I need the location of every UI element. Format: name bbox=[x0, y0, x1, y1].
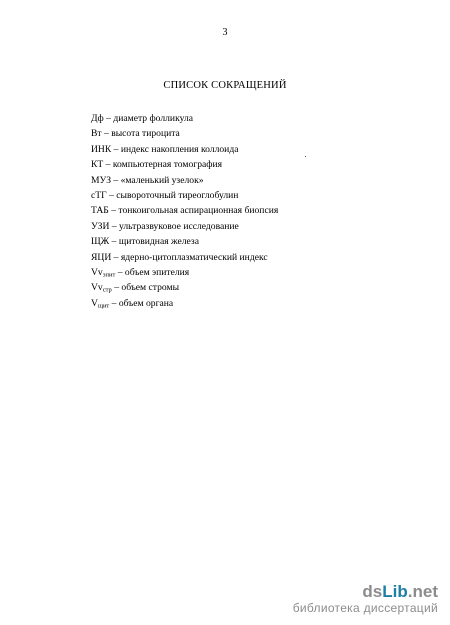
abbreviation-term: Vv bbox=[91, 282, 103, 294]
abbreviation-definition: – «маленький узелок» bbox=[111, 174, 204, 186]
abbreviation-definition: – диаметр фолликула bbox=[103, 113, 194, 124]
abbreviation-item bbox=[91, 296, 278, 311]
abbreviation-term: V bbox=[91, 297, 98, 309]
abbreviation-definition: – ультразвуковое исследование bbox=[109, 220, 239, 232]
abbreviation-definition: – объем стромы bbox=[111, 282, 180, 294]
abbreviation-definition: – объем эпителия bbox=[115, 266, 190, 278]
watermark-logo-net: .net bbox=[407, 582, 438, 601]
watermark-tagline: библиотека диссертаций bbox=[292, 601, 438, 615]
abbreviation-item bbox=[91, 111, 278, 126]
abbreviation-item bbox=[91, 188, 278, 203]
abbreviation-term: Вт bbox=[91, 128, 102, 140]
abbreviation-definition: – сывороточный тиреоглобулин bbox=[106, 189, 239, 201]
watermark bbox=[293, 583, 438, 615]
abbreviation-definition: – щитовидная железа bbox=[109, 236, 199, 248]
abbreviation-subscript: стр bbox=[102, 286, 112, 294]
page-number: 3 bbox=[222, 27, 228, 38]
watermark-logo-ds: ds bbox=[362, 582, 383, 601]
abbreviation-subscript: эпит bbox=[102, 271, 116, 279]
abbreviation-item bbox=[91, 173, 278, 188]
abbreviation-term: Vv bbox=[91, 266, 103, 278]
abbreviation-definition: – ядерно-цитоплазматический индекс bbox=[111, 251, 268, 263]
abbreviation-item bbox=[91, 157, 278, 172]
abbreviation-term: ЩЖ bbox=[91, 236, 110, 248]
abbreviation-definition: – тонкоигольная аспирационная биопсия bbox=[108, 205, 279, 217]
abbreviation-term: сТГ bbox=[91, 189, 107, 201]
abbreviation-term: ЯЦИ bbox=[91, 251, 112, 263]
abbreviation-definition: – высота тироцита bbox=[101, 128, 180, 140]
watermark-logo bbox=[293, 583, 438, 601]
abbreviation-definition: – компьютерная томография bbox=[103, 159, 223, 171]
abbreviation-item bbox=[91, 203, 278, 218]
abbreviation-item bbox=[91, 280, 278, 295]
abbreviation-term: УЗИ bbox=[91, 220, 110, 232]
abbreviation-item bbox=[91, 126, 278, 141]
abbreviation-item bbox=[91, 265, 278, 280]
abbreviation-definition: – индекс накопления коллоида bbox=[111, 143, 239, 155]
abbreviation-item bbox=[91, 142, 278, 157]
section-title: СПИСОК СОКРАЩЕНИЙ bbox=[163, 80, 287, 91]
abbreviation-list bbox=[91, 111, 278, 311]
abbreviation-definition: – объем органа bbox=[109, 297, 174, 309]
abbreviation-term: Дф bbox=[91, 113, 104, 124]
abbreviation-term: ТАБ bbox=[91, 205, 109, 217]
abbreviation-item bbox=[91, 234, 278, 249]
abbreviation-term: МУЗ bbox=[91, 174, 112, 186]
abbreviation-item bbox=[91, 219, 278, 234]
abbreviation-term: ИНК bbox=[91, 143, 112, 155]
abbreviation-item bbox=[91, 250, 278, 265]
abbreviation-term: КТ bbox=[91, 159, 104, 171]
watermark-logo-lib: Lib bbox=[382, 582, 408, 601]
scan-speck bbox=[305, 156, 306, 157]
abbreviation-subscript: щит bbox=[97, 302, 110, 310]
